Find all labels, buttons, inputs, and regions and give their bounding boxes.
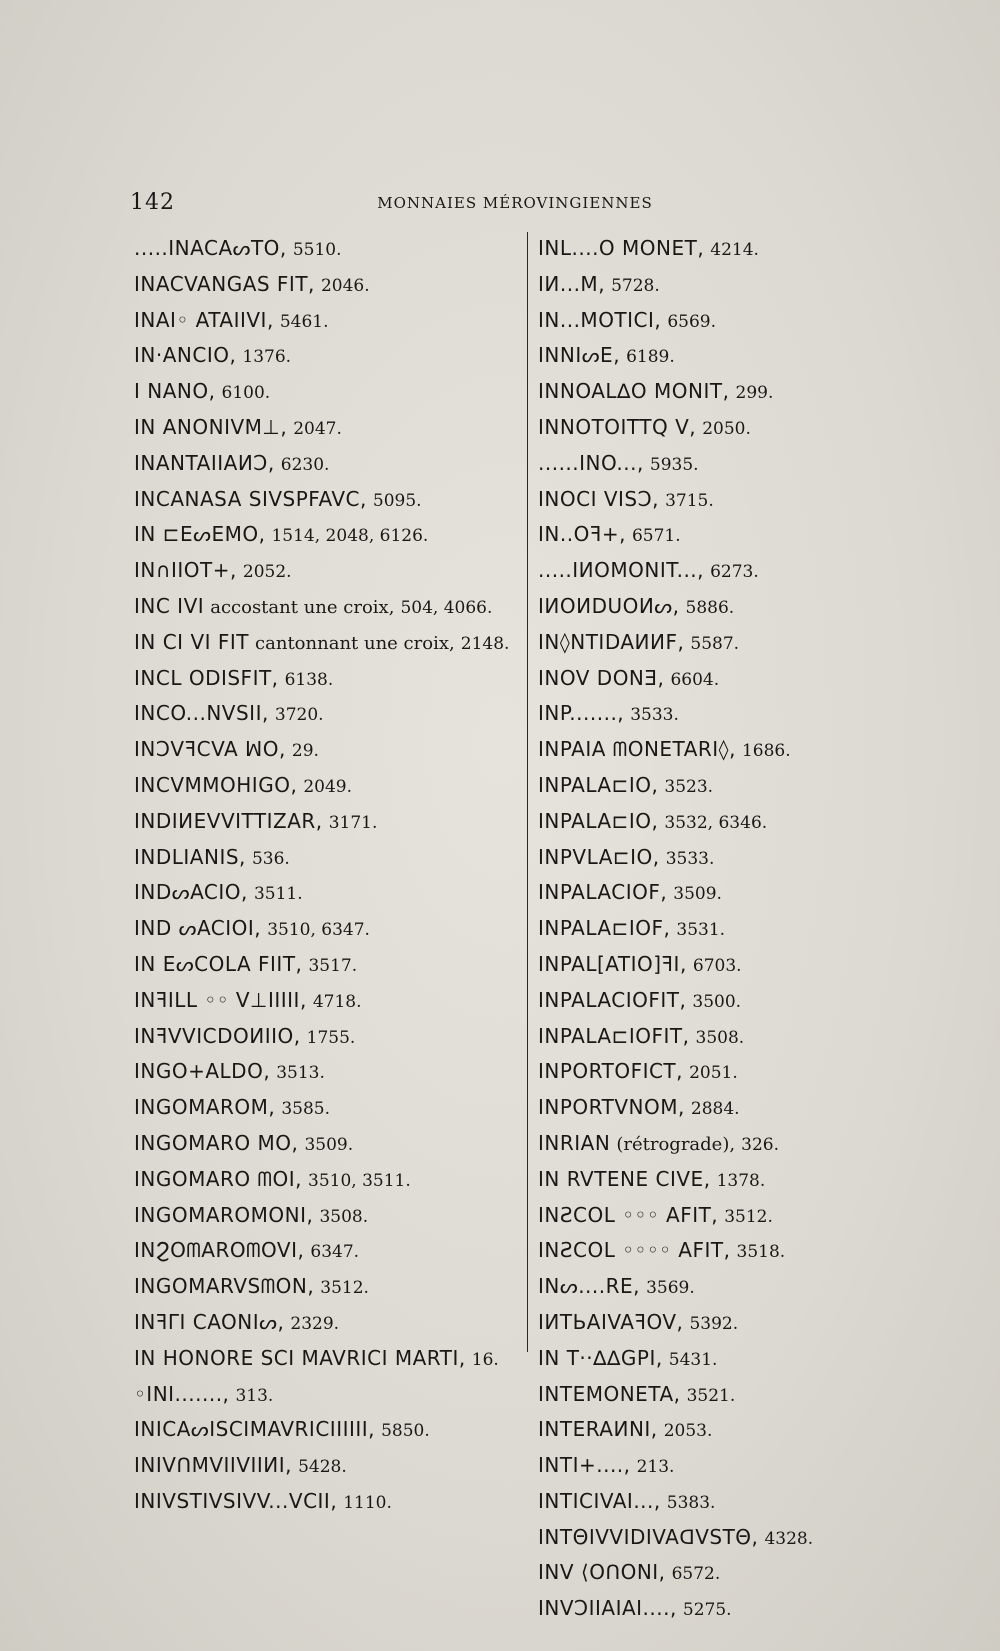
running-title: MONNAIES MÉROVINGIENNES: [377, 194, 653, 212]
entry-note: (rétrograde),: [616, 1133, 736, 1155]
index-entry: [538, 626, 898, 662]
entry-legend: INꟻVVICDOИIIO,: [134, 1023, 301, 1048]
entry-refs: 2884.: [690, 1099, 740, 1120]
index-entry: [538, 1449, 898, 1485]
index-entry: [134, 912, 519, 948]
index-entry: [538, 304, 898, 340]
entry-legend: INICAᔕISCIMAVRICIIIIII,: [134, 1417, 376, 1442]
entry-refs: 299.: [735, 383, 774, 404]
entry-refs: 3508.: [695, 1027, 745, 1048]
index-entry: [134, 948, 519, 984]
index-entry: [538, 912, 898, 948]
entry-legend: IND ᔕACIOI,: [134, 916, 262, 941]
entry-legend: IИOИDUOИᔕ,: [538, 593, 680, 618]
entry-refs: 6138.: [284, 669, 334, 690]
index-entry: [134, 1413, 519, 1449]
entry-legend: INTI+....,: [538, 1453, 631, 1478]
index-entry: [538, 1413, 898, 1449]
entry-refs: 6189.: [626, 347, 675, 368]
index-entry: [538, 1091, 898, 1127]
entry-refs: 2148.: [460, 633, 510, 654]
entry-legend: INPVLA⊏IO,: [538, 844, 660, 869]
entry-refs: 4718.: [312, 991, 362, 1012]
entry-legend: INGOMARO MO,: [134, 1130, 299, 1155]
entry-legend: INGOMAROMONI,: [134, 1202, 314, 1227]
entry-legend: INCL ODISFIT,: [134, 665, 279, 690]
index-entry: [134, 554, 519, 590]
index-entry: [134, 1306, 519, 1342]
entry-legend: INTERAИNI,: [538, 1417, 658, 1442]
entry-legend: INTICIVAI...,: [538, 1488, 661, 1513]
index-entry: [538, 1127, 898, 1163]
index-entry: [134, 805, 519, 841]
index-entry: [538, 518, 898, 554]
index-entry: [134, 1127, 519, 1163]
entry-legend: INPALA⊏IO,: [538, 808, 659, 833]
entry-refs: 5510.: [292, 240, 342, 260]
index-entry: [134, 1342, 519, 1378]
index-entry: [134, 662, 519, 698]
entry-legend: INVƆIIAIAI....,: [538, 1596, 677, 1621]
entry-refs: 3523.: [664, 776, 714, 797]
entry-legend: INCO...NVSII,: [134, 701, 269, 726]
entry-refs: 5461.: [279, 311, 329, 332]
entry-legend: INTΘIVVIDIVAᗡVSTΘ,: [538, 1524, 759, 1549]
index-entry: [538, 769, 898, 805]
entry-legend: INGOMARO ᗰOI,: [134, 1166, 302, 1191]
entry-refs: 6230.: [280, 454, 330, 475]
entry-refs: 3510, 3511.: [308, 1170, 411, 1191]
entry-legend: INꟻILL ◦◦ V⊥IIIII,: [134, 987, 307, 1012]
entry-refs: 3509.: [304, 1134, 354, 1155]
entry-refs: 2046.: [320, 275, 370, 296]
index-entry: [134, 1091, 519, 1127]
entry-legend: INNOTOITTQ V,: [538, 414, 697, 439]
index-entry: [134, 1485, 519, 1521]
index-entry: [538, 339, 898, 375]
index-entry: [538, 1306, 898, 1342]
index-entry: [538, 1521, 898, 1557]
entry-legend: INDᔕACIO,: [134, 880, 248, 905]
entry-refs: 5431.: [668, 1349, 718, 1370]
entry-refs: 3510, 6347.: [267, 920, 370, 941]
index-entry: [538, 805, 898, 841]
entry-refs: 3720.: [274, 705, 324, 726]
entry-legend: IN◊NTIDAИИF,: [538, 629, 685, 654]
index-entry: [134, 1199, 519, 1235]
entry-refs: 3513.: [276, 1063, 325, 1084]
entry-refs: 16.: [471, 1349, 499, 1370]
index-entry: [134, 1449, 519, 1485]
entry-refs: 2329.: [290, 1313, 340, 1334]
index-entry: [538, 483, 898, 519]
entry-refs: 213.: [636, 1457, 675, 1478]
index-entry: [134, 733, 519, 769]
index-entry: [538, 1556, 898, 1592]
entry-refs: 536.: [251, 848, 290, 869]
entry-legend: INPORTVNOM,: [538, 1095, 685, 1120]
entry-refs: 3533.: [665, 848, 715, 869]
entry-note: accostant une croix,: [210, 596, 395, 618]
entry-legend: IИTЬAIVAꟻOV,: [538, 1309, 684, 1334]
entry-legend: IИ...M,: [538, 271, 606, 296]
entry-refs: 2051.: [689, 1063, 738, 1084]
entry-legend: INOV DONƎ,: [538, 665, 665, 690]
index-entry: [538, 697, 898, 733]
entry-legend: IN·ANCIO,: [134, 343, 237, 368]
entry-legend: INACVANGAS FIT,: [134, 271, 315, 296]
entry-refs: 2047.: [293, 418, 342, 439]
index-entry: [538, 1020, 898, 1056]
entry-legend: INP.......,: [538, 701, 625, 726]
entry-refs: 1378.: [716, 1170, 766, 1191]
index-entry: [538, 447, 898, 483]
index-entry: [538, 876, 898, 912]
entry-refs: 6572.: [671, 1564, 721, 1585]
page-header: [130, 190, 900, 230]
left-column: [134, 232, 519, 1521]
entry-refs: 5935.: [649, 454, 699, 475]
entry-refs: 3500.: [692, 991, 742, 1012]
index-entry: [134, 1378, 519, 1414]
index-entry: [134, 375, 519, 411]
entry-refs: 3511.: [253, 884, 303, 905]
entry-refs: 1110.: [343, 1492, 392, 1513]
entry-refs: 2049.: [303, 776, 353, 797]
entry-note: cantonnant une croix,: [255, 632, 455, 654]
entry-refs: 6100.: [221, 383, 271, 404]
entry-refs: 504, 4066.: [400, 597, 493, 618]
entry-legend: INCANASA SIVSPFAVC,: [134, 486, 367, 511]
entry-refs: 3531.: [676, 920, 726, 941]
entry-legend: .....IИOMONIT...,: [538, 558, 705, 583]
index-entry: [538, 1270, 898, 1306]
entry-refs: 3512.: [320, 1278, 369, 1299]
entry-legend: INPALACIOF,: [538, 880, 668, 905]
entry-legend: IN..Oꟻ+,: [538, 522, 626, 547]
entry-legend: I NANO,: [134, 379, 216, 404]
entry-legend: INIVᑎMVIIVIIИI,: [134, 1453, 293, 1478]
entry-legend: IN∩IIOT+,: [134, 558, 237, 583]
entry-legend: INIVSTIVSIVV...VCII,: [134, 1488, 338, 1513]
index-entry: [538, 1163, 898, 1199]
index-entry: [134, 697, 519, 733]
index-entry: [134, 1055, 519, 1091]
entry-refs: 5728.: [611, 275, 660, 296]
entry-refs: 1376.: [242, 347, 292, 368]
entry-legend: INPORTOFICT,: [538, 1059, 684, 1084]
entry-legend: INNIᔕE,: [538, 343, 621, 368]
index-entry: [134, 304, 519, 340]
entry-refs: 6571.: [631, 526, 681, 547]
entry-refs: 326.: [741, 1134, 779, 1155]
index-entry: [134, 590, 519, 626]
entry-refs: 3517.: [308, 955, 358, 976]
page-number: 142: [130, 190, 175, 215]
entry-refs: 3569.: [646, 1278, 695, 1299]
index-entry: [134, 447, 519, 483]
entry-refs: 4214.: [710, 240, 759, 260]
index-entry: [538, 232, 898, 268]
entry-legend: INᔕ....RE,: [538, 1274, 641, 1299]
index-entry: [134, 876, 519, 912]
index-entry: [134, 1270, 519, 1306]
entry-refs: 3518.: [736, 1242, 786, 1263]
entry-legend: INTEMONETA,: [538, 1381, 681, 1406]
index-entry: [538, 590, 898, 626]
entry-legend: INL....O MONET,: [538, 236, 705, 260]
entry-legend: INƆVꟻCVA ꟽO,: [134, 737, 286, 762]
index-entry: [134, 769, 519, 805]
entry-refs: 3171.: [328, 812, 378, 833]
index-entry: [134, 1234, 519, 1270]
entry-legend: IN ⊏EᔕEMO,: [134, 522, 266, 547]
entry-legend: INV ⟨OᑎONI,: [538, 1560, 666, 1585]
entry-legend: IN EᔕCOLA FIIT,: [134, 951, 303, 976]
index-entry: [538, 411, 898, 447]
entry-refs: 1686.: [741, 741, 791, 762]
entry-legend: INANTAIIAИƆ,: [134, 450, 275, 475]
entry-refs: 1514, 2048, 6126.: [271, 526, 429, 547]
entry-refs: 3512.: [724, 1206, 773, 1227]
entry-refs: 5383.: [666, 1492, 716, 1513]
entry-legend: INOCI VISƆ,: [538, 486, 660, 511]
entry-refs: 6273.: [710, 562, 759, 583]
index-entry: [538, 733, 898, 769]
index-entry: [134, 984, 519, 1020]
entry-refs: 3715.: [665, 490, 714, 511]
index-entry: [538, 841, 898, 877]
entry-legend: IN ANONIVM⊥,: [134, 414, 288, 439]
entry-legend: IN HONORE SCI MAVRICI MARTI,: [134, 1345, 466, 1370]
index-entry: [538, 1199, 898, 1235]
entry-refs: 3508.: [319, 1206, 369, 1227]
entry-legend: INGOMAROM,: [134, 1095, 276, 1120]
entry-legend: INꟻΓI CAONIᔕ,: [134, 1309, 285, 1334]
entry-legend: IN T··∆∆GPI,: [538, 1345, 663, 1370]
entry-refs: 6569.: [667, 311, 716, 332]
right-column: [538, 232, 898, 1628]
entry-legend: INGO+ALDO,: [134, 1059, 271, 1084]
entry-legend: INAI◦ ATAIIVI,: [134, 307, 274, 332]
column-divider: [527, 232, 528, 1352]
entry-refs: 5275.: [682, 1600, 732, 1621]
entry-refs: 3532, 6346.: [664, 812, 768, 833]
index-entry: [538, 554, 898, 590]
entry-legend: INPALA⊏IO,: [538, 772, 659, 797]
entry-legend: IN RVTENE CIVE,: [538, 1166, 711, 1191]
entry-refs: 3521.: [686, 1385, 736, 1406]
index-entry: [538, 1055, 898, 1091]
entry-refs: 5587.: [690, 633, 740, 654]
entry-legend: INϨOᗰAROᗰOVI,: [134, 1238, 305, 1263]
entry-legend: INC IVI: [134, 593, 205, 618]
entry-legend: INGOMARVSᗰON,: [134, 1274, 315, 1299]
index-entry: [538, 662, 898, 698]
entry-legend: INNOAL∆O MONIT,: [538, 379, 730, 404]
entry-refs: 29.: [291, 741, 319, 762]
index-entry: [134, 626, 519, 662]
entry-legend: INƧCOL ◦◦◦ AFIT,: [538, 1202, 719, 1227]
entry-legend: INPAIA ᗰONETARI◊,: [538, 737, 736, 762]
index-entry: [134, 411, 519, 447]
entry-refs: 5850.: [381, 1421, 430, 1442]
index-entry: [134, 268, 519, 304]
entry-legend: IN CI VI FIT: [134, 629, 249, 654]
entry-refs: 2053.: [663, 1421, 713, 1442]
entry-legend: INƧCOL ◦◦◦◦ AFIT,: [538, 1238, 731, 1263]
index-entry: [538, 1234, 898, 1270]
index-entry: [538, 1342, 898, 1378]
entry-refs: 5886.: [685, 597, 735, 618]
entry-refs: 2052.: [242, 562, 292, 583]
entry-refs: 5428.: [298, 1457, 347, 1478]
entry-refs: 5095.: [372, 490, 422, 511]
entry-legend: ......INO...,: [538, 450, 644, 475]
entry-legend: INDIИEVVITTIZAR,: [134, 808, 323, 833]
entry-refs: 313.: [235, 1385, 274, 1406]
index-entry: [538, 1378, 898, 1414]
entry-legend: INPALA⊏IOFIT,: [538, 1023, 690, 1048]
entry-legend: INPAL[ATIO]ꟻI,: [538, 951, 687, 976]
entry-refs: 3509.: [673, 884, 722, 905]
entry-refs: 3585.: [281, 1099, 331, 1120]
index-entry: [538, 948, 898, 984]
index-entry: [134, 1020, 519, 1056]
index-entry: [134, 483, 519, 519]
entry-legend: INPALA⊏IOF,: [538, 916, 671, 941]
entry-legend: INPALACIOFIT,: [538, 987, 687, 1012]
index-entry: [538, 375, 898, 411]
index-entry: [538, 268, 898, 304]
entry-refs: 1755.: [306, 1027, 356, 1048]
index-entry: [538, 984, 898, 1020]
entry-refs: 6703.: [692, 955, 742, 976]
index-entry: [134, 339, 519, 375]
entry-refs: 3533.: [630, 705, 679, 726]
entry-legend: .....INACAᔕTO,: [134, 236, 287, 260]
entry-refs: 2050.: [702, 418, 751, 439]
entry-legend: INCVMMOHIGO,: [134, 772, 298, 797]
index-entry: [538, 1592, 898, 1628]
index-entry: [538, 1485, 898, 1521]
index-entry: [134, 232, 519, 268]
index-entry: [134, 518, 519, 554]
entry-refs: 5392.: [689, 1313, 739, 1334]
index-entry: [134, 1163, 519, 1199]
entry-refs: 6604.: [670, 669, 720, 690]
entry-legend: INRIAN: [538, 1130, 611, 1155]
entry-refs: 4328.: [764, 1528, 814, 1549]
entry-legend: INDLIANIS,: [134, 844, 246, 869]
index-entry: [134, 841, 519, 877]
entry-legend: IN...MOTICI,: [538, 307, 662, 332]
entry-refs: 6347.: [310, 1242, 360, 1263]
entry-legend: ◦INI.......,: [134, 1381, 230, 1406]
